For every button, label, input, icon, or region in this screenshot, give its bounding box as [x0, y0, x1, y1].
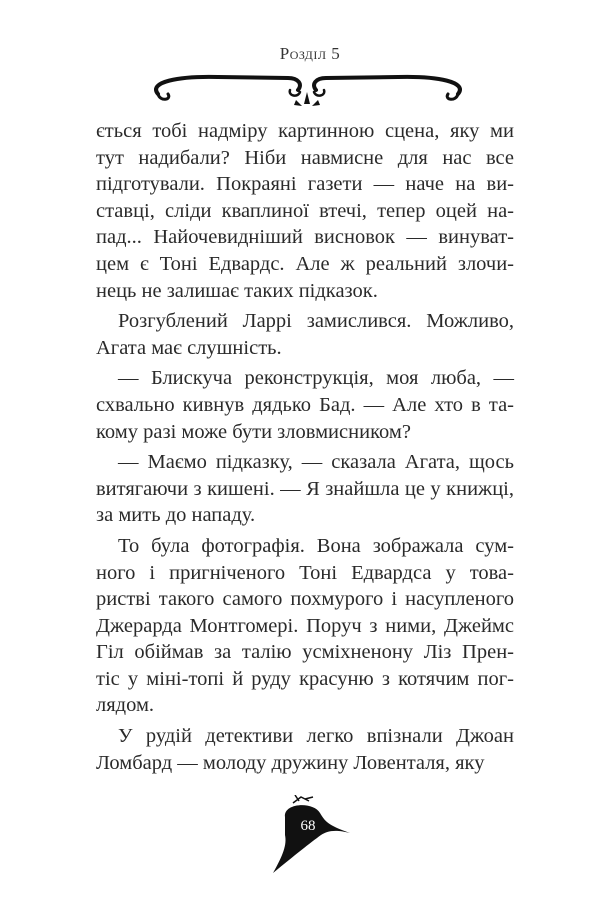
text-line: тіс у міні-топі й руду красуню з котячим пог-: [96, 667, 514, 690]
text-line: ставці, сліди кваплиної втечі, тепер оцей на-: [96, 199, 514, 222]
text-line: — Блискуча реконструкція, моя люба, —: [118, 367, 514, 390]
paragraph: [96, 118, 514, 304]
text-line: Джерарда Монтгомері. Поруч з ними, Джеймс: [96, 614, 514, 637]
paragraph: [96, 449, 514, 529]
paragraph: [96, 723, 514, 776]
text-line: У рудій детективи легко впізнали Джоан: [118, 725, 514, 748]
text-line: тут надибали? Ніби навмисне для нас все: [96, 146, 514, 169]
text-line: То була фотографія. Вона зображала сум-: [118, 534, 514, 557]
text-line: Агата має слушність.: [96, 336, 282, 359]
bird-silhouette-icon: [265, 795, 360, 875]
text-line: — Маємо підказку, — сказала Агата, щось: [118, 451, 514, 474]
text-line: нець не залишає таких підказок.: [96, 279, 378, 302]
chapter-header: Розділ 5: [279, 44, 341, 63]
text-line: Розгублений Ларрі замислився. Можливо,: [118, 310, 514, 333]
page-number: 68: [300, 818, 316, 834]
text-line: схвально кивнув дядько Бад. — Але хто в та-: [96, 393, 514, 416]
text-line: підготували. Покраяні газети — наче на ви-: [96, 173, 514, 196]
paragraph: [96, 533, 514, 719]
text-line: Ломбард — молоду дружину Ловенталя, яку: [96, 751, 485, 774]
text-line: пад... Найочевидніший висновок — винуват-: [96, 226, 514, 249]
text-line: ристві такого самого похмурого і насупленого: [96, 588, 514, 611]
paragraph: [96, 365, 514, 445]
body-text: [96, 118, 514, 780]
text-line: ється тобі надміру картинною сцена, яку ми: [96, 120, 514, 142]
flourish-divider-icon: [138, 70, 478, 110]
text-line: за мить до нападу.: [96, 504, 256, 527]
text-line: лядом.: [96, 694, 155, 717]
paragraph: [96, 308, 514, 361]
text-line: ного і пригніченого Тоні Едвардса у това-: [96, 561, 514, 584]
text-line: цем є Тоні Едвардс. Але ж реальний злочи-: [96, 252, 514, 275]
text-line: Гіл обіймав за талію усміхненону Ліз Прен-: [96, 641, 514, 664]
text-line: витягаючи з кишені. — Я знайшла це у книжці,: [96, 477, 514, 500]
text-line: кому разі може бути зловмисником?: [96, 420, 411, 443]
